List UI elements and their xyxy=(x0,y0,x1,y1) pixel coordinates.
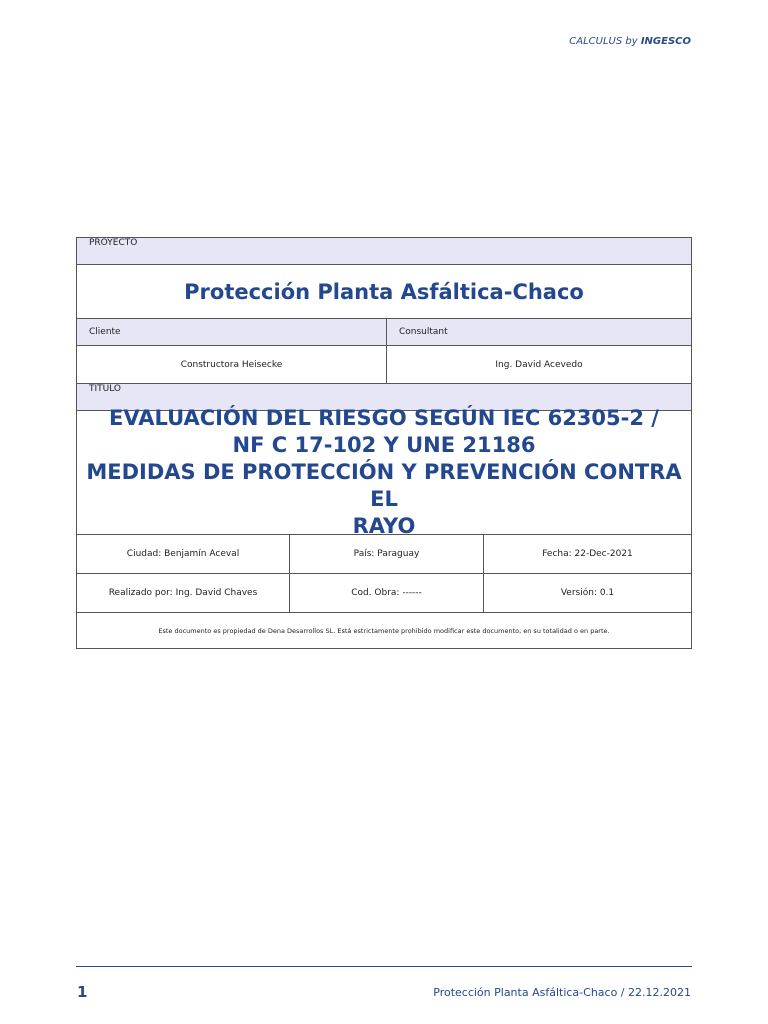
consultant-label: Consultant xyxy=(386,319,691,345)
disclaimer-row xyxy=(77,613,691,648)
brand-prefix: CALCULUS by xyxy=(569,36,641,47)
cover-table xyxy=(76,237,692,649)
country-value: País: Paraguay xyxy=(289,535,483,573)
author-row xyxy=(77,574,691,613)
city-value: Ciudad: Benjamín Aceval xyxy=(126,549,240,559)
brand-header xyxy=(569,36,691,47)
author-value: Realizado por: Ing. David Chaves xyxy=(108,588,258,598)
main-title xyxy=(77,406,691,538)
version-value: Versión: 0.1 xyxy=(483,574,691,612)
client-consultant-value-row xyxy=(77,346,691,384)
footer-text: Protección Planta Asfáltica-Chaco / 22.12.2021 xyxy=(433,986,691,999)
client-label: Cliente xyxy=(89,327,121,337)
main-title-line: MEDIDAS DE PROTECCIÓN Y PREVENCIÓN CONTRA EL xyxy=(86,460,682,511)
project-title: Protección Planta Asfáltica-Chaco xyxy=(184,279,584,304)
brand-name: INGESCO xyxy=(640,36,691,47)
project-label-row xyxy=(77,238,691,265)
main-title-row xyxy=(77,406,691,538)
main-title-line: RAYO xyxy=(352,514,416,538)
date-value: Fecha: 22-Dec-2021 xyxy=(483,535,691,573)
title-label: TITULO xyxy=(89,384,122,394)
project-label: PROYECTO xyxy=(89,238,138,248)
consultant-value: Ing. David Acevedo xyxy=(386,346,691,383)
footer-divider xyxy=(76,966,692,967)
main-title-line: EVALUACIÓN DEL RIESGO SEGÚN IEC 62305-2 / xyxy=(109,406,659,430)
client-consultant-header-row xyxy=(77,319,691,346)
page-number: 1 xyxy=(77,983,88,1001)
work-code-value: Cod. Obra: ------ xyxy=(289,574,483,612)
disclaimer-text: Este documento es propiedad de Dena Desarrollos SL. Está estrictamente prohibido modificar este documento, en su totalidad o en parte. xyxy=(158,626,610,635)
main-title-line: NF C 17-102 Y UNE 21186 xyxy=(232,433,536,457)
client-value: Constructora Heisecke xyxy=(180,359,283,370)
location-row xyxy=(77,535,691,574)
project-title-row xyxy=(77,265,691,319)
